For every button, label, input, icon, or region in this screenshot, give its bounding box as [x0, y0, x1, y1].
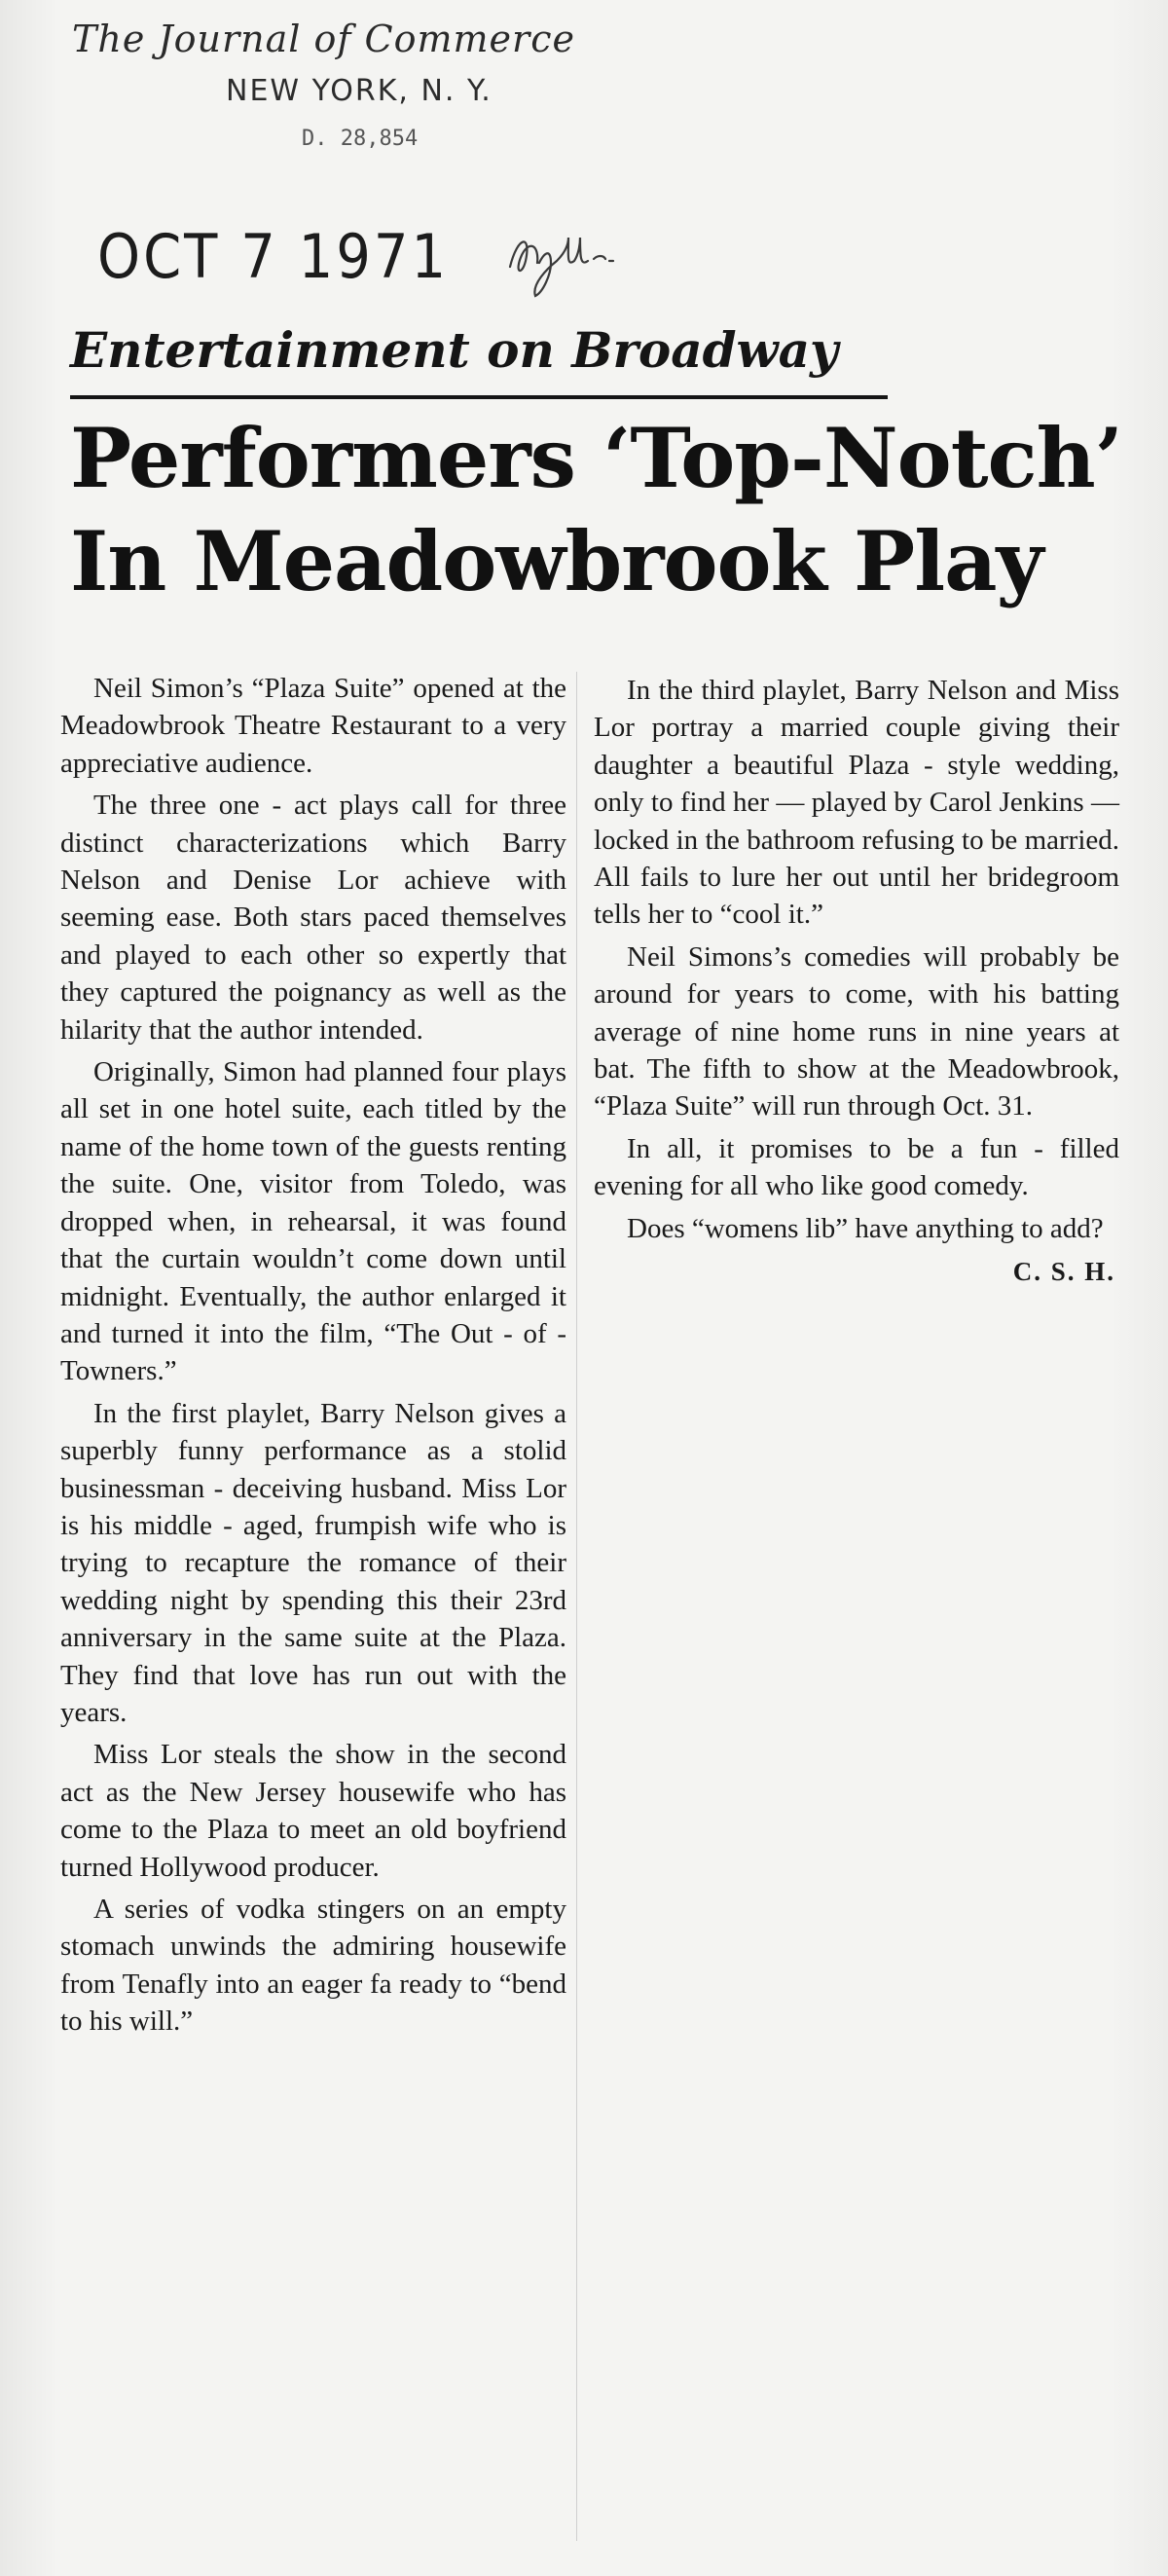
kicker-rule — [70, 395, 888, 399]
article-column-left — [60, 670, 566, 2568]
article-headline — [70, 407, 1122, 613]
paragraph: Neil Simons’s comedies will probably be around for years to come, with his batting average of nine home runs in nine years at bat. The fifth to show at the Meadowbrook, “Plaza Suite” will run through Oct. 31. — [594, 940, 1119, 1122]
headline-line-2: In Meadowbrook Play — [70, 513, 1043, 609]
headline-line-1: Performers ‘Top-Notch’ — [70, 410, 1122, 506]
paragraph: In all, it promises to be a fun - filled evening for all who like good comedy. — [594, 1132, 1119, 1202]
scan-edge-shadow — [0, 0, 58, 2576]
handwritten-initials — [496, 216, 623, 304]
newspaper-name: The Journal of Commerce — [72, 18, 575, 60]
column-divider — [576, 672, 577, 2541]
newspaper-city: NEW YORK, N. Y. — [226, 74, 493, 108]
paragraph: In the first playlet, Barry Nelson gives a superbly funny performance as a stolid businessman - deceiving husband. Miss Lor is his middle - aged, frumpish wife who is trying to recapture the romance of their wedding night by spending this their 23rd anniversary in the same suite at the Plaza. They find that love has run out with the years. — [60, 1397, 566, 1728]
author-initials: C. S. H. — [1012, 1257, 1115, 1287]
paragraph: The three one - act plays call for three distinct characterizations which Barry Nelson and Denise Lor achieve with seeming ease. Both stars paced themselves and played to each other so expertly that they captured the poignancy as well as the hilarity that the author intended. — [60, 790, 566, 1046]
section-kicker: Entertainment on Broadway — [70, 321, 839, 379]
paragraph: A series of vodka stingers on an empty stomach unwinds the admiring housewife from Tenafly into an eager fa ready to “bend to his will.” — [60, 1894, 566, 2038]
date-stamp: OCT 7 1971 — [97, 222, 450, 293]
masthead — [72, 18, 695, 151]
paragraph: In the third playlet, Barry Nelson and Miss Lor portray a married couple giving their daughter a beautiful Plaza - style wedding, only to find her — played by Carol Jenkins — locked in the bathroom refusing to be married. All fails to lure her out until her bridegroom tells her to “cool it.” — [594, 675, 1119, 931]
article-column-right — [594, 672, 1119, 1291]
paragraph: Does “womens lib” have anything to add? — [627, 1212, 1104, 1244]
paragraph: Neil Simon’s “Plaza Suite” opened at the Meadowbrook Theatre Restaurant to a very appreciative audience. — [60, 673, 566, 779]
newspaper-clipping — [51, 0, 1131, 2576]
paragraph: Originally, Simon had planned four plays all set in one hotel suite, each titled by the name of the home town of the guests renting the suite. One, visitor from Toledo, was dropped when, in rehearsal, it was found that the curtain wouldn’t come down until midnight. Eventually, the author enlarged it and turned it into the film, “The Out - of - Towners.” — [60, 1056, 566, 1387]
paragraph: Miss Lor steals the show in the second act as the New Jersey housewife who has come to the Plaza to meet an old boyfriend turned Hollywood producer. — [60, 1739, 566, 1883]
clipping-code: D. 28,854 — [302, 127, 419, 151]
